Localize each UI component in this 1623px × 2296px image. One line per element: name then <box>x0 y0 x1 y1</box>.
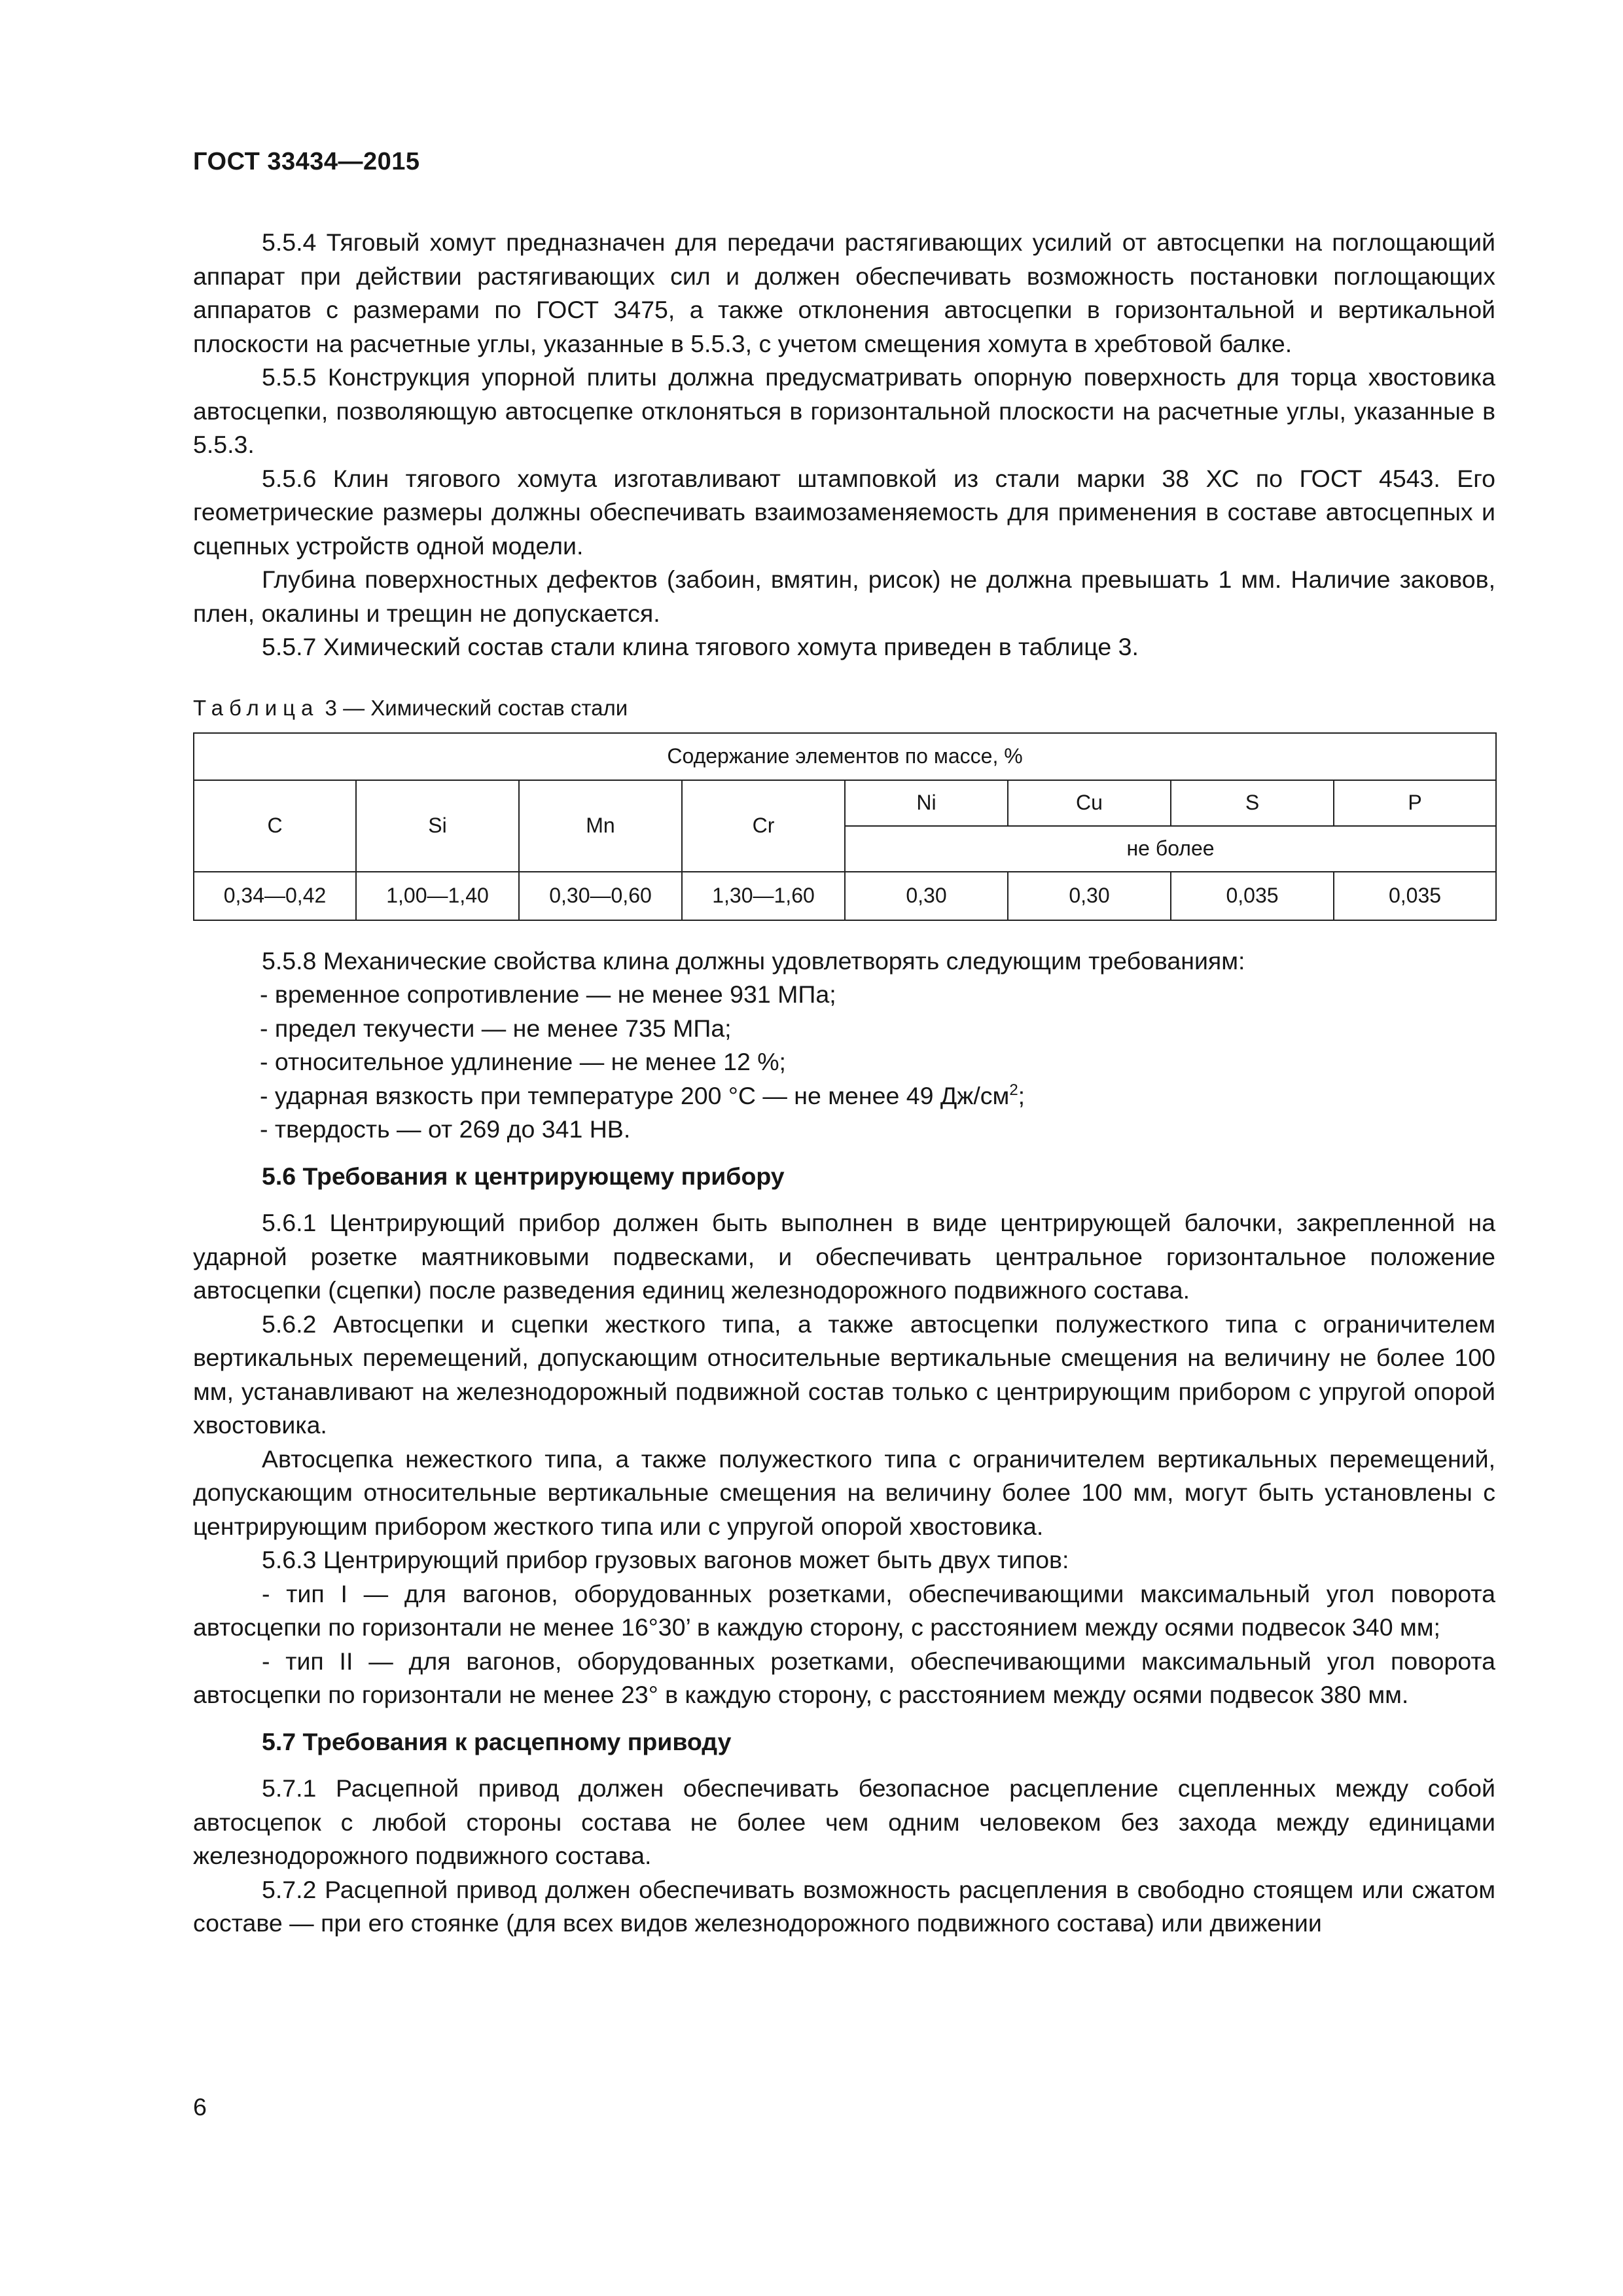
page-number: 6 <box>193 2093 207 2121</box>
paragraph-defects: Глубина поверхностных дефектов (забоин, вмятин, рисок) не должна превышать 1 мм. Наличие заковов, плен, окалины и трещин не допускается. <box>193 565 1495 627</box>
column-header-s: S <box>1171 780 1334 826</box>
table-caption-text: 3 — Химический состав стали <box>319 695 628 720</box>
column-header-c: C <box>194 780 356 872</box>
section-heading-5-6: 5.6 Требования к центрирующему прибору <box>262 1162 785 1190</box>
table-caption-word: Таблица <box>193 695 319 720</box>
list-item: - временное сопротивление — не менее 931 МПа; <box>260 980 836 1008</box>
table-cell-si: 1,00—1,40 <box>356 872 519 920</box>
paragraph-5-6-2: 5.6.2 Автосцепки и сцепки жесткого типа, а также автосцепки полужесткого типа с ограничителем вертикальных перемещений, допускающим относительные вертикальные смещения на величину не более 100 мм, устанавливают на железнодорожный подвижной состав только с центрирующим прибором с упругой опорой хвостовика. <box>193 1310 1495 1439</box>
table-cell-p: 0,035 <box>1334 872 1496 920</box>
list-item-text: - ударная вязкость при температуре 200 °С — не менее 49 Дж/см <box>260 1081 1010 1109</box>
list-item-type-2: - тип II — для вагонов, оборудованных розетками, обеспечивающими максимальный угол поворота автосцепки по горизонтали не менее 23° в каждую сторону, с расстоянием между осями подвесок 380 мм. <box>193 1647 1495 1708</box>
paragraph-5-5-4: 5.5.4 Тяговый хомут предназначен для передачи растягивающих усилий от автосцепки на поглощающий аппарат при действии растягивающих сил и должен обеспечивать возможность постановки поглощающих аппаратов с размерами по ГОСТ 3475, а также отклонения автосцепки в горизонтальной и вертикальной плоскости на расчетные углы, указанные в 5.5.3, с учетом смещения хомута в хребтовой балке. <box>193 228 1495 357</box>
table-caption <box>193 693 1495 723</box>
column-header-p: P <box>1334 780 1496 826</box>
chemical-composition-table <box>193 732 1497 921</box>
list-item-tail: ; <box>1018 1081 1026 1109</box>
table-cell-mn: 0,30—0,60 <box>519 872 682 920</box>
paragraph-5-5-6: 5.5.6 Клин тягового хомута изготавливают штамповкой из стали марки 38 ХС по ГОСТ 4543. Его геометрические размеры должны обеспечивать взаимозаменяемость для применения в составе автосцепных и сцепных устройств одной модели. <box>193 464 1495 560</box>
paragraph-non-rigid: Автосцепка нежесткого типа, а также полужесткого типа с ограничителем вертикальных перемещений, допускающим относительные вертикальные смещения на величину более 100 мм, могут быть установлены с центрирующим прибором жесткого типа или с упругой опорой хвостовика. <box>193 1444 1495 1540</box>
table-cell-s: 0,035 <box>1171 872 1334 920</box>
table-cell-cu: 0,30 <box>1008 872 1171 920</box>
section-heading-5-7: 5.7 Требования к расцепному приводу <box>262 1727 732 1755</box>
column-header-ni: Ni <box>845 780 1008 826</box>
table-subheader-max: не более <box>845 826 1496 872</box>
paragraph-5-7-1: 5.7.1 Расцепной привод должен обеспечивать безопасное расцепление сцепленных между собой автосцепок с любой стороны состава не более чем одним человеком без захода между единицами железнодорожного подвижного состава. <box>193 1774 1495 1869</box>
table-cell-ni: 0,30 <box>845 872 1008 920</box>
column-header-cr: Cr <box>682 780 845 872</box>
column-header-mn: Mn <box>519 780 682 872</box>
list-item <box>193 1079 1495 1113</box>
paragraph-5-5-8: 5.5.8 Механические свойства клина должны удовлетворять следующим требованиям: <box>262 946 1245 975</box>
list-item: - относительное удлинение — не менее 12 %; <box>260 1048 786 1075</box>
paragraph-5-6-3: 5.6.3 Центрирующий прибор грузовых вагонов может быть двух типов: <box>262 1546 1069 1573</box>
paragraph-5-5-5: 5.5.5 Конструкция упорной плиты должна предусматривать опорную поверхность для торца хвостовика автосцепки, позволяющую автосцепке отклоняться в горизонтальной плоскости на расчетные углы, указанные в 5.5.3. <box>193 363 1495 458</box>
document-body <box>193 226 1495 1941</box>
paragraph-5-6-1: 5.6.1 Центрирующий прибор должен быть выполнен в виде центрирующей балочки, закрепленной на ударной розетке маятниковыми подвесками, и обеспечивать центральное горизонтальное положение автосцепки (сцепки) после разведения единиц железнодорожного подвижного состава. <box>193 1209 1495 1304</box>
column-header-cu: Cu <box>1008 780 1171 826</box>
list-item: - предел текучести — не менее 735 МПа; <box>260 1014 732 1042</box>
column-header-si: Si <box>356 780 519 872</box>
table-row <box>194 872 1496 920</box>
document-header: ГОСТ 33434—2015 <box>193 148 420 175</box>
table-cell-c: 0,34—0,42 <box>194 872 356 920</box>
table-group-header: Содержание элементов по массе, % <box>194 733 1496 780</box>
list-item-type-1: - тип I — для вагонов, оборудованных розетками, обеспечивающими максимальный угол поворота автосцепки по горизонтали не менее 16°30’ в каждую сторону, с расстоянием между осями подвесок 340 мм; <box>193 1579 1495 1641</box>
superscript: 2 <box>1009 1081 1018 1099</box>
paragraph-5-7-2: 5.7.2 Расцепной привод должен обеспечивать возможность расцепления в свободно стоящем или сжатом составе — при его стоянке (для всех видов железнодорожного подвижного состава) или движении <box>193 1875 1495 1937</box>
paragraph-5-5-7: 5.5.7 Химический состав стали клина тягового хомута приведен в таблице 3. <box>262 633 1139 660</box>
list-item: - твердость — от 269 до 341 НВ. <box>260 1115 631 1143</box>
table-cell-cr: 1,30—1,60 <box>682 872 845 920</box>
